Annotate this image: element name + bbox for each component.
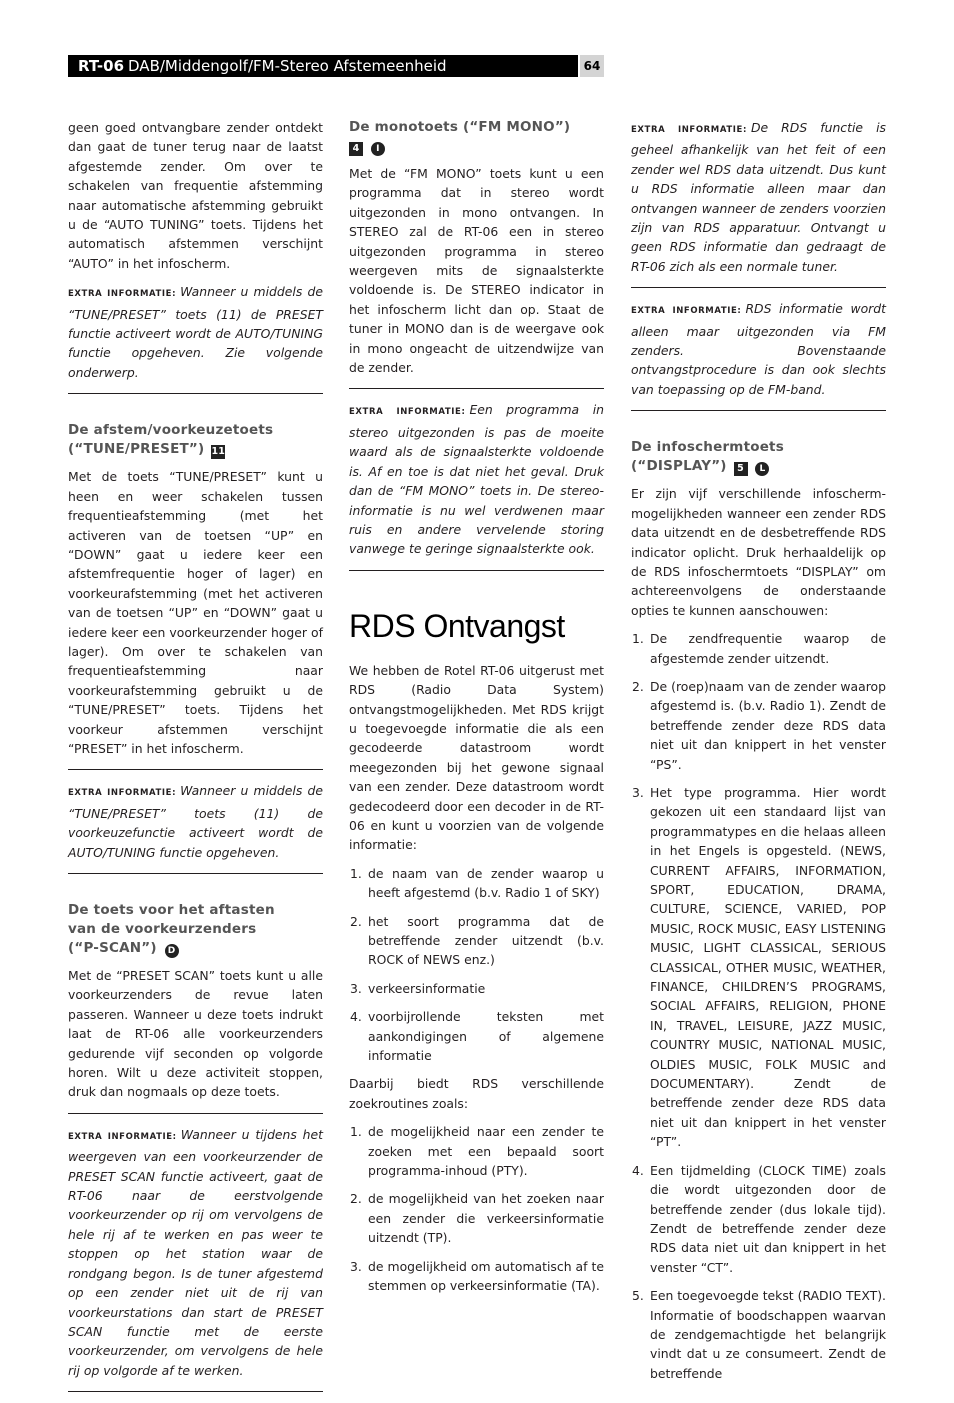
note-text: Wanneer u middels de “TUNE/PRESET” toets (11) de PRESET functie activeert wordt de AUTO/TUNING functie opgeheven. Zie volgende onderwerp. [68,284,323,380]
tune-preset-paragraph: Met de toets “TUNE/PRESET” kunt u heen en weer schakelen tussen frequentieafstemming (met het activeren van de toetsen “UP” en “DOWN” gaat u iedere keer een afstemfrequentie hoger of lager) en voorkeurafstemming (met het activeren van de toetsen “UP” en “DOWN” gaat u iedere keer een voorkeurzender hoger of lager). Om over te schakelen van frequentieafstemming naar voorkeurafstemming gebruikt u de “TUNE/PRESET” toets. Tijdens het voorkeur afstemmen verschijnt “PRESET” in het infoscherm. [68,469,323,756]
chapter-title-rds: RDS Ontvangst [349,607,565,644]
column-1 [68,118,323,1403]
section-heading-tune-preset: De afstem/voorkeuzetoets (“TUNE/PRESET”) 11 [68,422,274,458]
button-number-badge: 11 [211,446,226,458]
rds-search-list [349,1122,604,1295]
page-number: 64 [580,55,604,77]
divider [631,287,886,288]
note-label: EXTRA INFORMATIE: [68,289,177,300]
remote-button-badge: I [371,142,385,156]
display-intro-paragraph: Er zijn vijf verschillende infoscherm-mogelijkheden wanneer een zender RDS data uitzendt en de desbetreffende RDS indicator oplicht. Druk herhaaldelijk op de RDS infoschermtoets “DISPLAY” om achtereenvolgens de onderstaande opties te kunnen aanschouwen: [631,486,886,618]
list-item: 4. Een tijdmelding (CLOCK TIME) zoals die wordt uitgezonden door de betreffende zender (dus lokale tijd). Zendt de betreffende zender deze RDS data niet uit dan knippert in het venster “CT”. [632,1162,886,1275]
remote-button-badge: D [165,944,179,958]
p-scan-paragraph: Met de “PRESET SCAN” toets kunt u alle voorkeurzenders de revue laten passeren. Wanneer u deze toets indrukt laat de RT-06 alle voorkeurzenders gedurende vijf seconden op volgorde horen. Wilt u deze activiteit stoppen, druk dan nogmaals op deze toets. [68,968,323,1100]
note-text: RDS informatie wordt alleen maar uitgezonden via FM zenders. Bovenstaande ontvangstprocedure is dan ook slechts van toepassing op de FM-band. [631,301,886,397]
note-text: Wanneer u tijdens het weergeven van een voorkeurzender de PRESET SCAN functie activeert, gaat de RT-06 naar de eerstvolgende voorkeurzender op rij om vervolgens de hele rij af te werken en pas weer te stoppen op het station waar de rondgang begon. Is de tuner afgestemd op een zender niet uit de rij van voorkeurstations dan start de PRESET SCAN functie met de eerste voorkeurzender, om vervolgens de hele rij op volgorde af te werken. [68,1126,323,1378]
section-heading-fm-mono: De monotoets (“FM MONO”) 4 I [349,119,571,154]
divider [68,393,323,394]
divider [349,570,604,571]
note-label: EXTRA INFORMATIE: [631,306,742,317]
remote-button-badge: L [755,462,769,476]
extra-info-note [631,299,886,399]
divider [349,388,604,389]
list-item: 4. voorbijrollende teksten met aankondigingen of algemene informatie [350,1009,604,1064]
extra-info-note [631,118,886,276]
rds-intro-paragraph: We hebben de Rotel RT-06 uitgerust met RDS (Radio Data System) ontvangstmogelijkheden. Met RDS krijgt u toegevoegde informatie die als een gecodeerde datastroom wordt meegezonden bij het gewone signaal van een zender. Deze datastroom wordt gedecodeerd door een decoder in de RT-06 en kunt u voorzien van de volgende informatie: [349,662,604,853]
note-label: EXTRA INFORMATIE: [68,788,177,799]
auto-tuning-paragraph: geen goed ontvangbare zender ontdekt dan gaat de tuner terug naar de laatst afgestemde zender. Om over te schakelen van frequentie afstemming naar automatische afstemming gebruikt u de “AUTO TUNING” toets. Tijdens het automatisch afstemmen verschijnt “AUTO” in het infoscherm. [68,120,323,271]
fm-mono-paragraph: Met de “FM MONO” toets kunt u een programma dat in stereo wordt uitgezonden in mono ontvangen. In STEREO zal de RT-06 een in stereo uitgezonden programma in stereo weergeven mits de signaalsterkte voldoende is. De STEREO indicator in het infoscherm licht dan op. Staat de tuner in MONO dan is de weergave ook in mono ongeacht de uitzendwijze van de zender. [349,166,604,376]
list-item: 2. De (roep)naam van de zender waarop afgestemd is. (b.v. Radio 1). Zendt de betreffende zender deze RDS data niet uit dan knippert in het venster “PS”. [632,678,886,772]
divider [68,1113,323,1114]
note-label: EXTRA INFORMATIE: [68,1131,177,1142]
column-3 [631,118,886,1392]
section-heading-p-scan: De toets voor het aftasten van de voorkeurzenders (“P-SCAN”) D [68,902,275,956]
section-heading-display: De infoschermtoets (“DISPLAY”) 5 L [631,439,784,475]
rds-info-list [349,864,604,1066]
divider [68,1391,323,1392]
button-number-badge: 5 [734,462,748,476]
divider [68,873,323,874]
extra-info-note [68,781,323,862]
note-label: EXTRA INFORMATIE: [349,407,466,418]
extra-info-note [349,400,604,558]
list-item: 1. de naam van de zender waarop u heeft afgestemd (b.v. Radio 1 of SKY) [350,865,604,901]
list-item: 2. de mogelijkheid van het zoeken naar een zender die verkeersinformatie uitzendt (TP). [350,1191,604,1246]
extra-info-note [68,1125,323,1380]
list-item: 3. de mogelijkheid om automatisch af te stemmen op verkeersinformatie (TA). [350,1258,604,1294]
list-item: 2. het soort programma dat de betreffende zender uitzendt (b.v. ROCK of NEWS enz.) [350,913,604,968]
search-intro-paragraph: Daarbij biedt RDS verschillende zoekroutines zoals: [349,1076,604,1111]
list-item: 1. De zendfrequentie waarop de afgestemde zender uitzendt. [632,631,886,666]
column-2 [349,118,604,1305]
header-title [78,56,447,76]
divider [631,410,886,411]
list-item: 3. Het type programma. Hier wordt gekozen uit een standaard lijst van programmatypes en die helaas alleen in het Engels is opgesteld. (NEWS, CURRENT AFFAIRS, INFORMATION, SPORT, EDUCATION, DRAMA, CULTURE, SCIENCE, VARIED, POP MUSIC, ROCK MUSIC, EASY LISTENING MUSIC, LIGHT CLASSICAL, SERIOUS CLASSICAL, OTHER MUSIC, WEATHER, FINANCE, CHILDREN’S PROGRAMS, SOCIAL AFFAIRS, RELIGION, PHONE IN, TRAVEL, LEISURE, JAZZ MUSIC, COUNTRY MUSIC, NATIONAL MUSIC, OLDIES MUSIC, FOLK MUSIC and DOCUMENTARY). Zendt de betreffende zender deze RDS data niet uit dan knippert in het venster “PT”. [632,784,886,1150]
note-label: EXTRA INFORMATIE: [631,125,747,135]
divider [68,769,323,770]
list-item: 5. Een toegevoegde tekst (RADIO TEXT). Informatie of boodschappen waarvan de zendgemachtigde het belangrijk vindt dat u ze consumeert. Zendt de betreffende [632,1288,886,1381]
note-text: Een programma in stereo uitgezonden is pas de moeite waard als de signaalsterkte voldoende is. Af en toe is dat niet het geval. Druk dan de “FM MONO” toets in. De stereo-informatie is nu wel verdwenen maar ruis en andere verveIende storing vanwege te geringe signaalsterkte ook. [349,402,604,557]
list-item: 3. verkeersinformatie [350,980,486,996]
button-number-badge: 4 [349,142,363,156]
list-item: 1. de mogelijkheid naar een zender te zoeken met een bepaald soort programma-inhoud (PTY). [350,1124,604,1179]
document-title: DAB/Middengolf/FM-Stereo Afstemeenheid [128,57,447,75]
note-text: De RDS functie is geheel afhankelijk van het feit of een zender wel RDS data uitzendt. Dus kunt u RDS informatie alleen maar dan ontvangen wanneer de zenders voorzien zijn van RDS apparatuur. Ontvangt u geen RDS informatie dan gedraagt de RT-06 zich als een normale tuner. [631,120,886,274]
note-text: Wanneer u middels de “TUNE/PRESET” toets (11) de voorkeuzefunctie activeert wordt de AUTO/TUNING functie opgeheven. [68,783,323,860]
display-options-list [631,629,886,1383]
model-name: RT-06 [78,57,125,75]
extra-info-note [68,282,323,382]
